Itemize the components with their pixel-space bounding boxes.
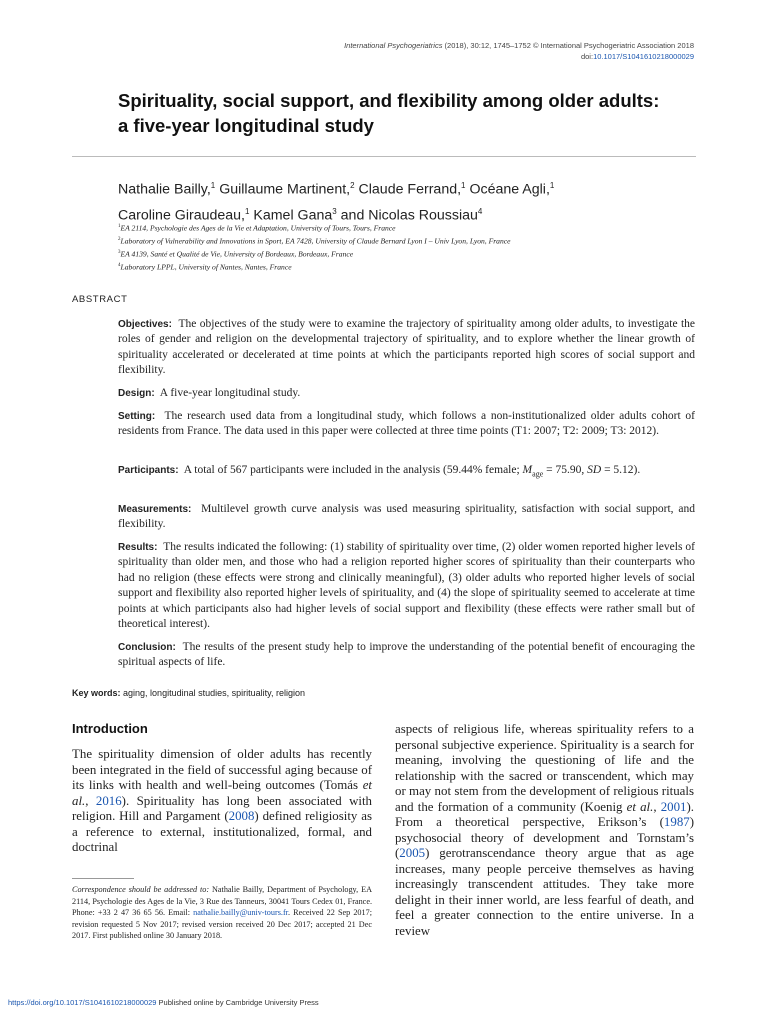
body-italic: et al. [626, 799, 654, 814]
author-affiliation-mark: 1 [210, 181, 216, 190]
keywords-text: aging, longitudinal studies, spirituality, religion [123, 688, 305, 698]
abstract-conclusion [118, 640, 695, 671]
author-name: Océane Agli, [469, 181, 550, 198]
citation-text: (2018), 30:12, 1745–1752 © International Psychogeriatric Association 2018 [444, 41, 694, 50]
mean-subscript: age [532, 469, 544, 479]
body-column-left [72, 747, 372, 856]
author-affiliation-mark: 4 [477, 206, 483, 216]
author-line-1 [118, 175, 698, 201]
affiliation-mark: 2 [118, 237, 121, 243]
doi-line [300, 51, 694, 62]
title-line-1: Spirituality, social support, and flexibility among older adults: [118, 90, 660, 111]
page-footer [8, 998, 319, 1007]
participants-text: A total of 567 participants were included in the analysis (59.44% female; [183, 464, 523, 476]
citation-link[interactable]: 2016 [95, 793, 122, 808]
results-text: The results indicated the following: (1) stability of spirituality over time, (2) older women reported higher levels of spirituality than older men, and those who had a religion reported higher scores of spirituality than their counterparts who had no religion (these effects were strong and clinically meaningful), (3) older adults who reported higher levels of social support and flexibility also reported higher levels of spirituality, and (4) the slope of spirituality seemed to accelerate at time points at which participants also had higher levels of social support and flexibility (these effects were rather small but of theoretical interest). [118, 541, 696, 631]
body-text: ). From a theoretical perspective, Erikson’s ( [395, 799, 694, 829]
abstract-participants [118, 463, 695, 482]
conclusion-label: Conclusion: [118, 642, 176, 653]
participants-label: Participants: [118, 465, 179, 476]
body-text: ) gerotranscendance theory argue that as age increases, many people perceive themselves as having increasingly transcendent attitudes. They take more delight in their inner world, are less fearful of death, and feel a greater connection to the entire universe. In a review [395, 846, 694, 938]
author-affiliation-mark: 1 [461, 181, 466, 190]
author-affiliation-mark: 3 [332, 206, 337, 216]
author-affiliation-mark: 2 [350, 181, 355, 190]
body-italic: et al. [72, 778, 372, 808]
author-name: Claude Ferrand, [358, 181, 462, 198]
measurements-text: Multilevel growth curve analysis was used measuring spirituality, satisfaction with social support, and flexibility. [118, 503, 695, 531]
abstract-heading: ABSTRACT [72, 294, 128, 305]
doi-prefix: doi: [580, 52, 594, 61]
affiliation-text: Laboratory LPPL, University of Nantes, Nantes, France [120, 262, 292, 272]
correspondence-label: Correspondence should be addressed to: [72, 885, 210, 894]
citation-link[interactable]: 1987 [663, 815, 690, 829]
correspondence-text: . Received 22 Sep 2017; revision requested 5 Nov 2017; revised version received 20 Dec 2017; accepted 21 Dec 2017. First published online 30 January 2018. [72, 908, 372, 940]
affiliation-list [118, 221, 698, 273]
participants-text: = 75.90, [543, 464, 588, 476]
body-column-right [395, 722, 694, 939]
author-list [118, 175, 698, 226]
body-text: ) defined religiosity as a reference to external, institutionalized, formal, and doctrinal [72, 809, 372, 854]
article-title [118, 88, 708, 138]
design-text: A five-year longitudinal study. [159, 387, 301, 399]
abstract-measurements [118, 502, 695, 533]
affiliation [118, 234, 698, 247]
correspondence-note [72, 884, 372, 942]
affiliation-mark: 4 [118, 263, 121, 269]
measurements-label: Measurements: [118, 504, 192, 515]
title-line-2: a five-year longitudinal study [118, 115, 374, 136]
citation-link[interactable]: 2001 [660, 799, 687, 814]
body-text: The spirituality dimension of older adults has recently been integrated in the field of successful aging because of its links with health and well-being outcomes (Tomás [72, 747, 372, 792]
footer-text: Published online by Cambridge University Press [156, 998, 319, 1007]
sd-symbol: SD [587, 464, 602, 476]
title-divider [72, 156, 696, 157]
affiliation [118, 247, 698, 260]
journal-header [300, 40, 694, 62]
doi-link[interactable]: 10.1017/S1041610218000029 [593, 52, 694, 61]
affiliation [118, 260, 698, 273]
setting-text: The research used data from a longitudinal study, which follows a non-institutionalized older adults cohort of residents from France. The data used in this paper were collected at three time points (T1: 2007; T2: 2009; T3: 2012). [118, 410, 696, 438]
abstract-objectives [118, 317, 695, 379]
affiliation [118, 221, 698, 234]
citation-link[interactable]: 2008 [228, 809, 255, 823]
author-affiliation-mark: 1 [244, 206, 250, 216]
author-name: Kamel Gana [253, 207, 333, 224]
objectives-text: The objectives of the study were to examine the trajectory of spirituality among older adults, to investigate the roles of gender and religion on the developmental trajectory of spirituality, and to explore whether the linear growth of spirituality accelerated or decelerated at time points at which the participants reported high scores of social support and flexibility. [118, 318, 695, 377]
affiliation-mark: 3 [118, 250, 121, 256]
results-label: Results: [118, 542, 158, 553]
abstract-results [118, 540, 695, 632]
mean-symbol: M [522, 464, 533, 476]
participants-text: = 5.12). [601, 464, 641, 476]
body-text: ) psychosocial theory of development and Tornstam’s ( [395, 815, 694, 860]
journal-name: International Psychogeriatrics [344, 41, 443, 50]
keywords [72, 688, 305, 698]
citation-link[interactable]: 2005 [399, 846, 426, 860]
author-name: Guillaume Martinent, [219, 181, 351, 198]
abstract-setting [118, 409, 695, 440]
footer-doi-link[interactable]: https://doi.org/10.1017/S1041610218000029 [8, 998, 157, 1007]
design-label: Design: [118, 388, 155, 399]
affiliation-text: EA 4139, Santé et Qualité de Vie, University of Bordeaux, Bordeaux, France [120, 249, 354, 259]
objectives-label: Objectives: [118, 319, 172, 330]
body-text: , [85, 793, 96, 808]
footnote-divider [72, 878, 134, 879]
keywords-label: Key words: [72, 688, 121, 698]
body-text: aspects of religious life, whereas spirituality refers to a personal subjective experience. Spirituality is a search for meaning, involving the questioning of life and the relationship with the sacred or transcendent, which may or may not stem from the development of religious rituals and the formation of a community (Koenig [395, 722, 694, 814]
affiliation-text: Laboratory of Vulnerability and Innovations in Sport, EA 7428, University of Claude Bernard Lyon I – Univ Lyon, Lyon, France [120, 236, 511, 246]
author-affiliation-mark: 1 [549, 181, 555, 190]
correspondence-text: Nathalie Bailly, Department of Psychology, EA 2114, Psychologie des Ages de la Vie, 3 Rue des Tanneurs, 30041 Tours Cedex 01, France. Phone: +33 2 47 36 65 56. Email: [72, 885, 372, 917]
journal-citation [300, 40, 694, 51]
author-name: Caroline Giraudeau, [118, 207, 245, 224]
author-name: and Nicolas Roussiau [340, 207, 478, 224]
affiliation-text: EA 2114, Psychologie des Ages de la Vie et Adaptation, University of Tours, Tours, France [120, 223, 396, 233]
email-link[interactable]: nathalie.bailly@univ-tours.fr [193, 908, 288, 917]
conclusion-text: The results of the present study help to improve the understanding of the potential benefit of encouraging the spiritual aspects of life. [118, 641, 695, 669]
body-text: , [653, 799, 661, 814]
author-name: Nathalie Bailly, [118, 181, 211, 198]
affiliation-mark: 1 [118, 224, 121, 229]
setting-label: Setting: [118, 411, 156, 422]
body-text: ). Spirituality has long been associated with religion. Hill and Pargament ( [72, 793, 372, 823]
introduction-heading: Introduction [72, 721, 148, 736]
abstract-design [118, 386, 695, 401]
